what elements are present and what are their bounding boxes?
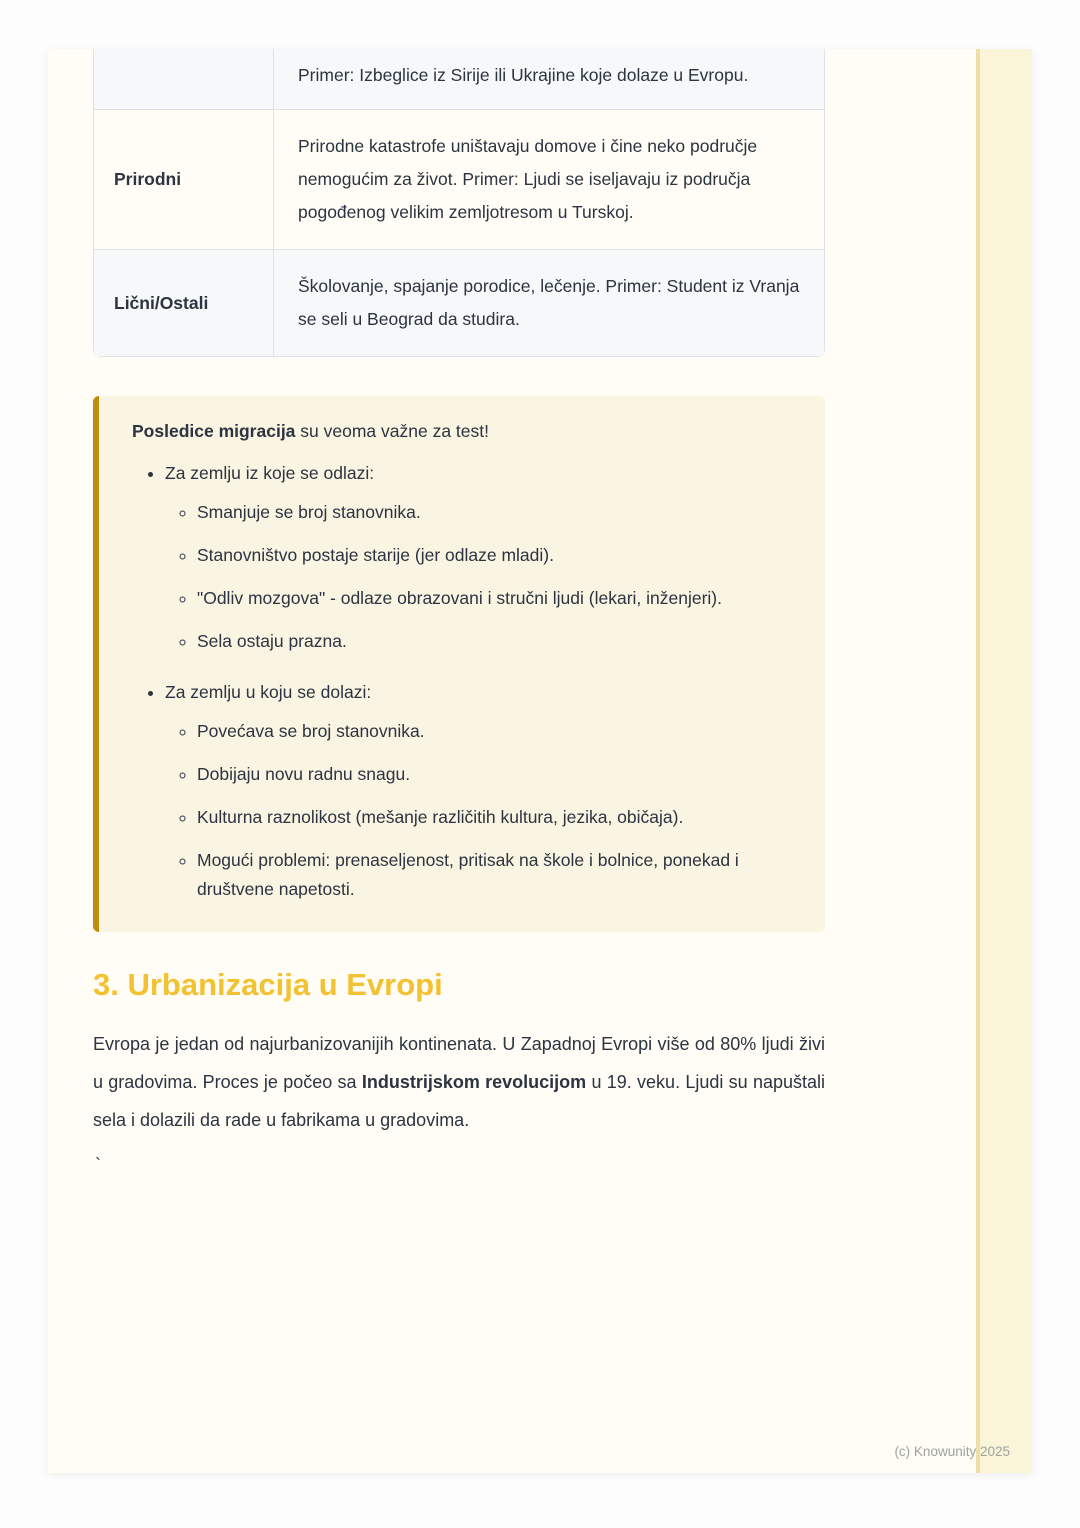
callout-box-migration-consequences — [93, 396, 825, 932]
callout-title — [132, 417, 797, 446]
callout-main-list — [132, 459, 797, 904]
document-page-card — [48, 49, 1032, 1473]
table-cell-text: Školovanje, spajanje porodice, lečenje. Primer: Student iz Vranja se seli u Beograd da studira. — [274, 250, 824, 356]
callout-sub-list — [165, 717, 797, 904]
callout-title-rest: su veoma važne za test! — [295, 421, 489, 441]
callout-sub-list — [165, 498, 797, 656]
table-row — [94, 250, 824, 356]
list-item: ◦ Smanjuje se broj stanovnika. — [197, 498, 797, 527]
migration-causes-table — [93, 49, 825, 357]
list-item: ◦ Dobijaju novu radnu snagu. — [197, 760, 797, 789]
table-row — [94, 110, 824, 250]
list-item: ◦ Mogući problemi: prenaseljenost, pritisak na škole i bolnice, ponekad i društvene napetosti. — [197, 846, 797, 904]
table-cell-text: Primer: Izbeglice iz Sirije ili Ukrajine koje dolaze u Evropu. — [274, 49, 824, 110]
table-cell-label — [94, 49, 274, 110]
list-item: ◦ Sela ostaju prazna. — [197, 627, 797, 656]
list-item: ◦ Povećava se broj stanovnika. — [197, 717, 797, 746]
right-accent-stripe — [976, 49, 1032, 1473]
page-content — [48, 49, 825, 1180]
section-paragraph — [93, 1025, 825, 1139]
paragraph-text: u 19. veku. Ljudi su napuštali sela i dolazili da rade u fabrikama u gradovima. — [93, 1072, 826, 1130]
list-group-heading: Za zemlju iz koje se odlazi: — [165, 463, 375, 483]
list-item: ◦ Kulturna raznolikost (mešanje različitih kultura, jezika, običaja). — [197, 803, 797, 832]
list-item: ◦ Stanovništvo postaje starije (jer odlaze mladi). — [197, 541, 797, 570]
copyright-watermark: (c) Knowunity 2025 — [894, 1444, 1010, 1459]
stray-backtick-character: ` — [95, 1155, 101, 1175]
list-group-emigration — [165, 459, 797, 656]
table-cell-text: Prirodne katastrofe uništavaju domove i čine neko područje nemogućim za život. Primer: Ljudi se iseljavaju iz područja pogođenog velikim zemljotresom u Turskoj. — [274, 110, 824, 250]
list-group-immigration — [165, 678, 797, 904]
list-item: ◦ "Odliv mozgova" - odlaze obrazovani i stručni ljudi (lekari, inženjeri). — [197, 584, 797, 613]
paragraph-text: Evropa je jedan od najurbanizovanijih kontinenata. U Zapadnoj Evropi više od 80% ljudi živi u gradovima. Proces je počeo sa — [93, 1034, 825, 1092]
list-group-heading: Za zemlju u koju se dolazi: — [165, 682, 372, 702]
paragraph-bold-text: Industrijskom revolucijom — [361, 1072, 587, 1092]
callout-title-bold: Posledice migracija — [132, 421, 296, 441]
table-cell-label: Prirodni — [94, 110, 274, 250]
table-row — [94, 49, 824, 110]
section-heading-urbanization: 3. Urbanizacija u Evropi — [93, 967, 443, 1002]
table-cell-label: Lični/Ostali — [94, 250, 274, 356]
